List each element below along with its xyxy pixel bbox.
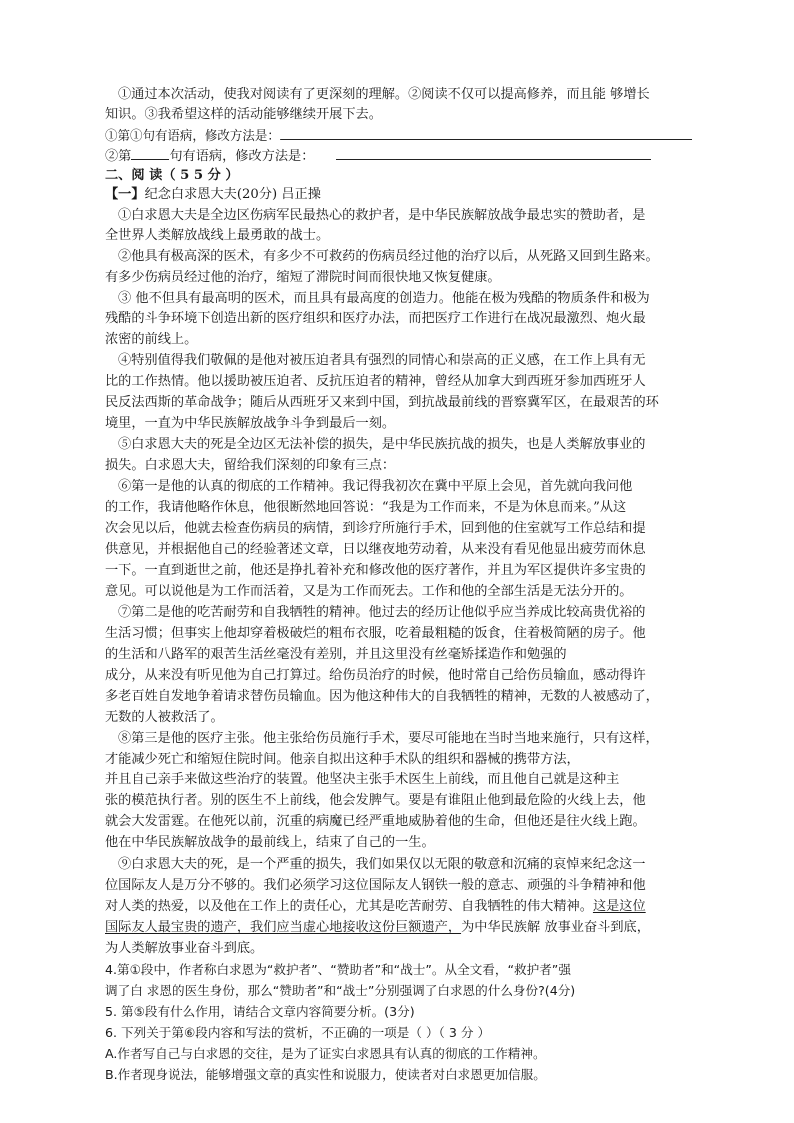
paragraph-6-line: ⑥第一是他的认真的彻底的工作精神。我记得我初次在冀中平原上会见，首先就向我问他 (118, 479, 633, 494)
paragraph-4-line: ④特别值得我们敬佩的是他对被压迫者具有强烈的同情心和崇高的正义感，在工作上具有无 (118, 353, 646, 368)
paragraph-7-line: 成分，从来没有听见他为自己打算过。给伤员治疗的时候，他时常自己给伤员输血，感动得许 (105, 668, 646, 683)
intro-line-1: ①通过本次活动，使我对阅读有了更深刻的理解。②阅读不仅可以提高修养，而且能 够增长 (118, 87, 650, 102)
paragraph-7-line: 的生活和八路军的艰苦生活丝毫没有差别，并且这里没有丝毫矫揉造作和勉强的 (105, 647, 567, 662)
answer-blank-2[interactable] (336, 147, 651, 160)
paragraph-8-line: ⑧第三是他的医疗主张。他主张给伤员施行手术，要尽可能地在当时当地来施行，只有这样， (118, 731, 659, 746)
subheading-title: 纪念白求恩大夫(20分) 吕正操 (144, 187, 321, 202)
question-6: 6. 下列关于第⑥段内容和写法的赏析，不正确的一项是（ ）（ 3 分 ） (105, 1025, 491, 1040)
paragraph-6-line: 一下。一直到逝世之前，他还是挣扎着补充和修改他的医疗著作，并且为军区提供许多宝贵的 (105, 563, 646, 578)
question-1-prefix: ①第①句有语病，修改方法是： (105, 129, 280, 144)
paragraph-5-line: 损失。白求恩大夫，留给我们深刻的印象有三点： (105, 458, 396, 473)
underlined-sentence-start: 这是这位 (592, 899, 646, 914)
paragraph-6-line: 次会见以后，他就去检查伤病员的病情，到诊疗所施行手术，回到他的住室就写工作总结和提 (105, 521, 646, 536)
paragraph-8-line: 他在中华民族解放战争的最前线上，结束了自己的一生。 (105, 835, 435, 850)
paragraph-1-line: 全世界人类解放战线上最勇敢的战士。 (105, 228, 330, 243)
paragraph-9-last-line: 为人类解放事业奋斗到底。 (105, 941, 264, 956)
question-4-line: 4.第①段中，作者称白求恩为“救护者”、“赞助者”和“战士”。从全文看，“救护者”强 (105, 962, 571, 977)
paragraph-9-line: 位国际友人是万分不够的。我们必须学习这位国际友人钢铁一般的意志、顽强的斗争精神和他 (105, 878, 646, 893)
paragraph-8-line: 张的模范执行者。别的医生不上前线，他会发脾气。要是有谁阻止他到最危险的火线上去，他 (105, 793, 646, 808)
question-4-line: 调了白 求恩的医生身份，那么“赞助者”和“战士”分别强调了白求恩的什么身份?(4分) (105, 983, 576, 998)
paragraph-6-line: 意见。可以说他是为工作而活着，又是为工作而死去。工作和他的全部生活是无法分开的。 (105, 584, 633, 599)
question-6-option-a: A.作者写自己与白求恩的交往，是为了证实白求恩具有认真的彻底的工作精神。 (105, 1046, 546, 1061)
answer-blank-sentence-number[interactable] (131, 147, 169, 160)
paragraph-9-tail: 为中华民族解 放事业奋斗到底， (461, 920, 650, 935)
section-heading: 二、阅 读（ 5 5 分 ） (105, 168, 239, 183)
passage-subheading (105, 186, 321, 204)
paragraph-1-line: ①白求恩大夫是全边区伤病军民最热心的救护者，是中华民族解放战争最忠实的赞助者，是 (118, 208, 646, 223)
paragraph-6-line: 的工作，我请他略作休息，他很断然地回答说：“我是为工作而来，不是为休息而来。”从这 (105, 500, 627, 515)
question-2-middle: 句有语病，修改方法是： (169, 149, 315, 164)
question-2-prefix: ②第 (105, 149, 132, 164)
question-6-option-b: B.作者现身说法，能够增强文章的真实性和说服力，使读者对白求恩更加信服。 (105, 1067, 546, 1082)
underlined-sentence: 国际友人最宝贵的遗产，我们应当虚心地接收这份巨额遗产， (105, 920, 462, 935)
paragraph-9-line (105, 898, 646, 916)
paragraph-3-line: ③ 他不但具有最高明的医术，而且具有最高度的创造力。他能在极为残酷的物质条件和极为 (118, 291, 650, 306)
question-2-row (105, 147, 651, 166)
paragraph-5-line: ⑤白求恩大夫的死是全边区无法补偿的损失，是中华民族抗战的损失，也是人类解放事业的 (118, 437, 646, 452)
paragraph-7-line: 无数的人被救活了。 (105, 710, 224, 725)
paragraph-3-line: 浓密的前线上。 (105, 332, 198, 347)
paragraph-7-line: 多老百姓自发地争着请求替伤员输血。因为他这种伟大的自我牺牲的精神，无数的人被感动了， (105, 689, 659, 704)
paragraph-3-line: 残酷的斗争环境下创造出新的医疗组织和医疗办法，而把医疗工作进行在战况最激烈、炮火最 (105, 311, 646, 326)
paragraph-6-line: 供意见，并根据他自己的经验著述文章，日以继夜地劳动着，从来没有看见他显出疲劳而休息 (105, 542, 646, 557)
paragraph-2-line: 有多少伤病员经过他的治疗，缩短了滞院时间而很快地又恢复健康。 (105, 270, 501, 285)
paragraph-2-line: ②他具有极高深的医术，有多少不可救药的伤病员经过他的治疗以后，从死路又回到生路来。 (118, 249, 659, 264)
intro-line-2: 知识。③我希望这样的活动能够继续开展下去。 (105, 107, 382, 122)
paragraph-4-line: 境里，一直为中华民族解放战争斗争到最后一刻。 (105, 416, 396, 431)
paragraph-7-line: 生活习惯；但事实上他却穿着极破烂的粗布衣服，吃着最粗糙的饭食，住着极简陋的房子。他 (105, 626, 646, 641)
paragraph-9-line (105, 919, 650, 937)
paragraph-9-line: ⑨白求恩大夫的死，是一个严重的损失，我们如果仅以无限的敬意和沉痛的哀悼来纪念这一 (118, 857, 646, 872)
paragraph-8-line: 并且自己亲手来做这些治疗的装置。他坚决主张手术医生上前线，而且他自己就是这种主 (105, 772, 620, 787)
paragraph-8-line: 就会大发雷霆。在他死以前，沉重的病魔已经严重地威胁着他的生命，但他还是往火线上跑。 (105, 814, 646, 829)
question-5: 5. 第⑤段有什么作用，请结合文章内容简要分析。(3分) (105, 1004, 415, 1019)
paragraph-9-text: 对人类的热爱，以及他在工作上的责任心，尤其是吃苦耐劳、自我牺牲的伟大精神。 (105, 899, 593, 914)
paragraph-8-line: 才能减少死亡和缩短住院时间。他亲自拟出这种手术队的组织和器械的携带方法， (105, 752, 580, 767)
subheading-bracket: 【一】 (105, 187, 145, 202)
paragraph-4-line: 比的工作热情。他以援助被压迫者、反抗压迫者的精神，曾经从加拿大到西班牙参加西班牙人 (105, 374, 646, 389)
answer-blank-1[interactable] (280, 127, 692, 140)
question-1-row (105, 127, 692, 146)
paragraph-7-line: ⑦第二是他的吃苦耐劳和自我牺牲的精神。他过去的经历让他似乎应当养成比较高贵优裕的 (118, 605, 646, 620)
paragraph-4-line: 民反法西斯的革命战争；随后从西班牙又来到中国，到抗战最前线的晋察冀军区，在最艰苦的环 (105, 395, 659, 410)
